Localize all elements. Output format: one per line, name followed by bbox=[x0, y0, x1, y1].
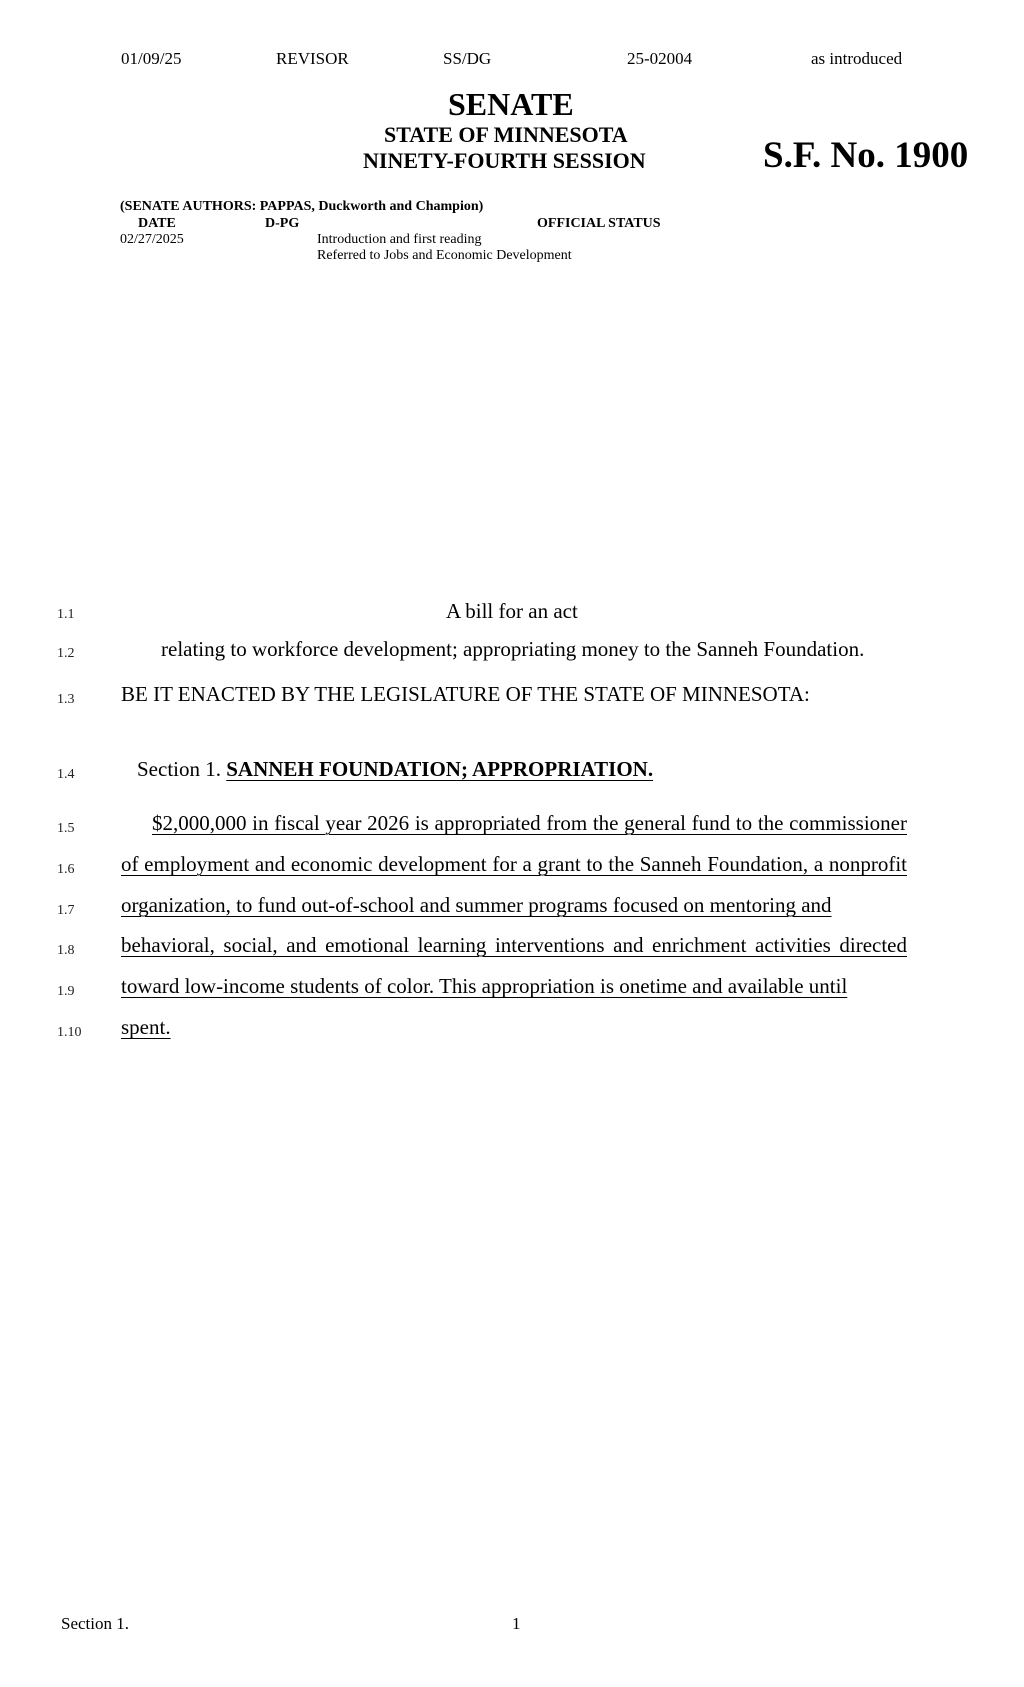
line-number: 1.4 bbox=[57, 767, 75, 782]
date-heading: DATE bbox=[138, 216, 176, 231]
enacting-clause: BE IT ENACTED BY THE LEGISLATURE OF THE STATE OF MINNESOTA: bbox=[121, 682, 810, 706]
header-revisor: REVISOR bbox=[276, 49, 349, 68]
footer-section: Section 1. bbox=[61, 1614, 129, 1633]
section-label: Section 1. bbox=[137, 757, 227, 781]
line-number: 1.9 bbox=[57, 984, 75, 999]
body-line: $2,000,000 in fiscal year 2026 is appropriated from the general fund to the commissioner bbox=[152, 811, 907, 835]
header-date: 01/09/25 bbox=[121, 49, 182, 68]
status-heading: OFFICIAL STATUS bbox=[537, 216, 661, 231]
status-action: Referred to Jobs and Economic Development bbox=[317, 248, 572, 263]
status-date: 02/27/2025 bbox=[120, 232, 184, 247]
line-number: 1.3 bbox=[57, 692, 75, 707]
file-number: S.F. No. 1900 bbox=[763, 135, 969, 176]
chamber-title: SENATE bbox=[448, 86, 574, 122]
line-number: 1.10 bbox=[57, 1025, 82, 1040]
body-line: spent. bbox=[121, 1015, 171, 1039]
page-number: 1 bbox=[512, 1614, 521, 1633]
body-line: behavioral, social, and emotional learning interventions and enrichment activities directed bbox=[121, 933, 907, 957]
header-initials: SS/DG bbox=[443, 49, 492, 68]
section-title: SANNEH FOUNDATION; APPROPRIATION. bbox=[226, 757, 654, 781]
line-number: 1.2 bbox=[57, 646, 75, 661]
bill-subject-line: relating to workforce development; appropriating money to the Sanneh Foundation. bbox=[161, 637, 865, 661]
state-title: STATE OF MINNESOTA bbox=[384, 122, 628, 147]
header-doc-number: 25-02004 bbox=[627, 49, 693, 68]
line-number: 1.5 bbox=[57, 821, 75, 836]
line-number: 1.8 bbox=[57, 943, 75, 958]
line-number: 1.1 bbox=[57, 607, 75, 622]
body-line: toward low-income students of color. This appropriation is onetime and available until bbox=[121, 974, 848, 998]
session-title: NINETY-FOURTH SESSION bbox=[363, 148, 646, 173]
authors-line: (SENATE AUTHORS: PAPPAS, Duckworth and Champion) bbox=[120, 199, 484, 214]
line-number: 1.7 bbox=[57, 903, 75, 918]
header-version: as introduced bbox=[811, 49, 903, 68]
line-number: 1.6 bbox=[57, 862, 75, 877]
dpg-heading: D-PG bbox=[265, 216, 300, 231]
status-action: Introduction and first reading bbox=[317, 232, 482, 247]
body-line: organization, to fund out-of-school and summer programs focused on mentoring and bbox=[121, 893, 832, 917]
body-line: of employment and economic development for a grant to the Sanneh Foundation, a nonprofit bbox=[121, 852, 907, 876]
section-heading bbox=[137, 757, 653, 782]
bill-title-line: A bill for an act bbox=[446, 599, 578, 623]
